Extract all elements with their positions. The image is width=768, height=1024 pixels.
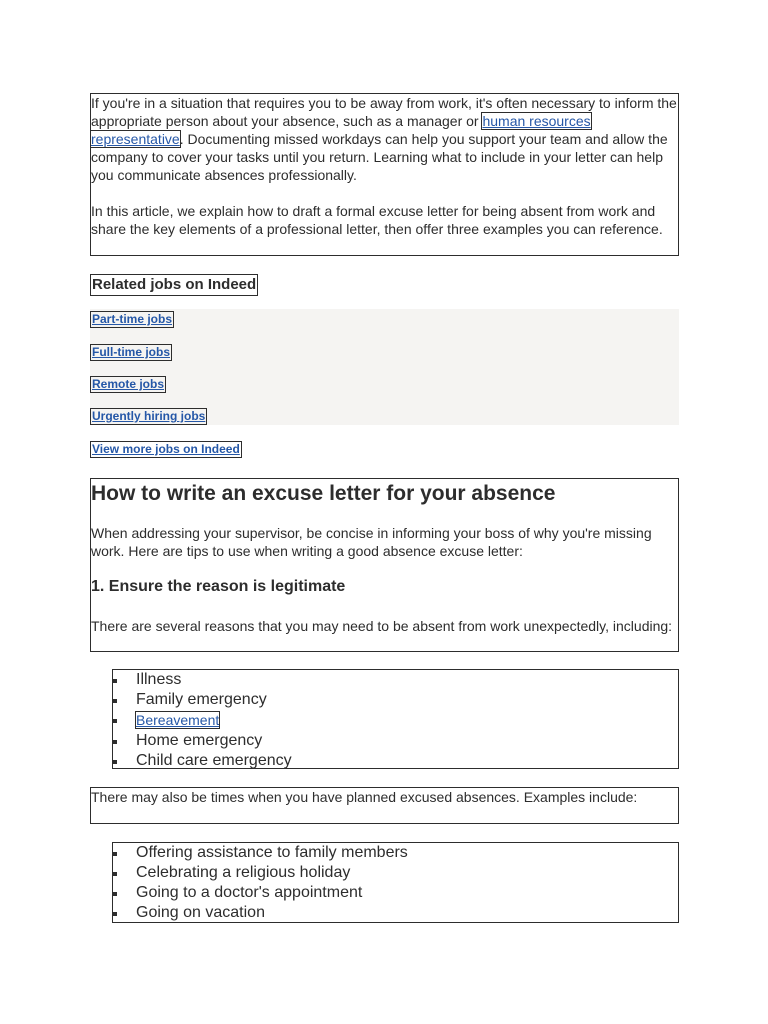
planned-absences-text: There may also be times when you have planned excused absences. Examples include: [91,789,638,805]
bereavement-link[interactable]: Bereavement [136,712,220,728]
view-more-jobs-link[interactable]: View more jobs on Indeed [92,442,240,456]
unexpected-reasons-list [112,669,679,769]
section-title: How to write an excuse letter for your absence [91,482,556,505]
how-to-section [90,478,679,652]
list-item: Home emergency [113,731,678,751]
step-1-text: There are several reasons that you may need to be absent from work unexpectedly, including: [91,618,673,634]
list-item: Child care emergency [113,751,678,771]
urgently-hiring-jobs-link[interactable]: Urgently hiring jobs [92,409,206,423]
planned-absences-intro [90,787,679,824]
planned-absences-list [112,842,679,923]
intro-text-before-link: If you're in a situation that requires you to be away from work, it's often necessary to inform the appropriate person about your absence, such as a manager or [91,95,677,129]
step-1-heading: 1. Ensure the reason is legitimate [91,578,346,595]
intro-text-after-link: . Documenting missed workdays can help you support your team and allow the company to cover your tasks until you return. Learning what to include in your letter can help you communicate absences professionally. [91,131,668,183]
intro-paragraph-1 [91,94,678,184]
related-jobs-heading: Related jobs on Indeed [90,274,258,296]
hr-representative-link[interactable]: human resources representative [91,113,591,147]
list-item: Illness [113,670,678,690]
how-to-intro: When addressing your supervisor, be concise in informing your boss of why you're missing work. Here are tips to use when writing a good absence excuse letter: [91,525,652,559]
intro-section [90,93,679,256]
list-item: Going on vacation [113,903,678,923]
list-item [113,710,678,731]
list-item: Family emergency [113,690,678,710]
full-time-jobs-link[interactable]: Full-time jobs [92,345,170,359]
list-item: Going to a doctor's appointment [113,883,678,903]
part-time-jobs-link[interactable]: Part-time jobs [92,312,173,326]
intro-paragraph-2: In this article, we explain how to draft a formal excuse letter for being absent from work and share the key elements of a professional letter, then offer three examples you can reference. [91,203,663,237]
list-item: Celebrating a religious holiday [113,863,678,883]
list-item: Offering assistance to family members [113,843,678,863]
remote-jobs-link[interactable]: Remote jobs [92,377,165,391]
